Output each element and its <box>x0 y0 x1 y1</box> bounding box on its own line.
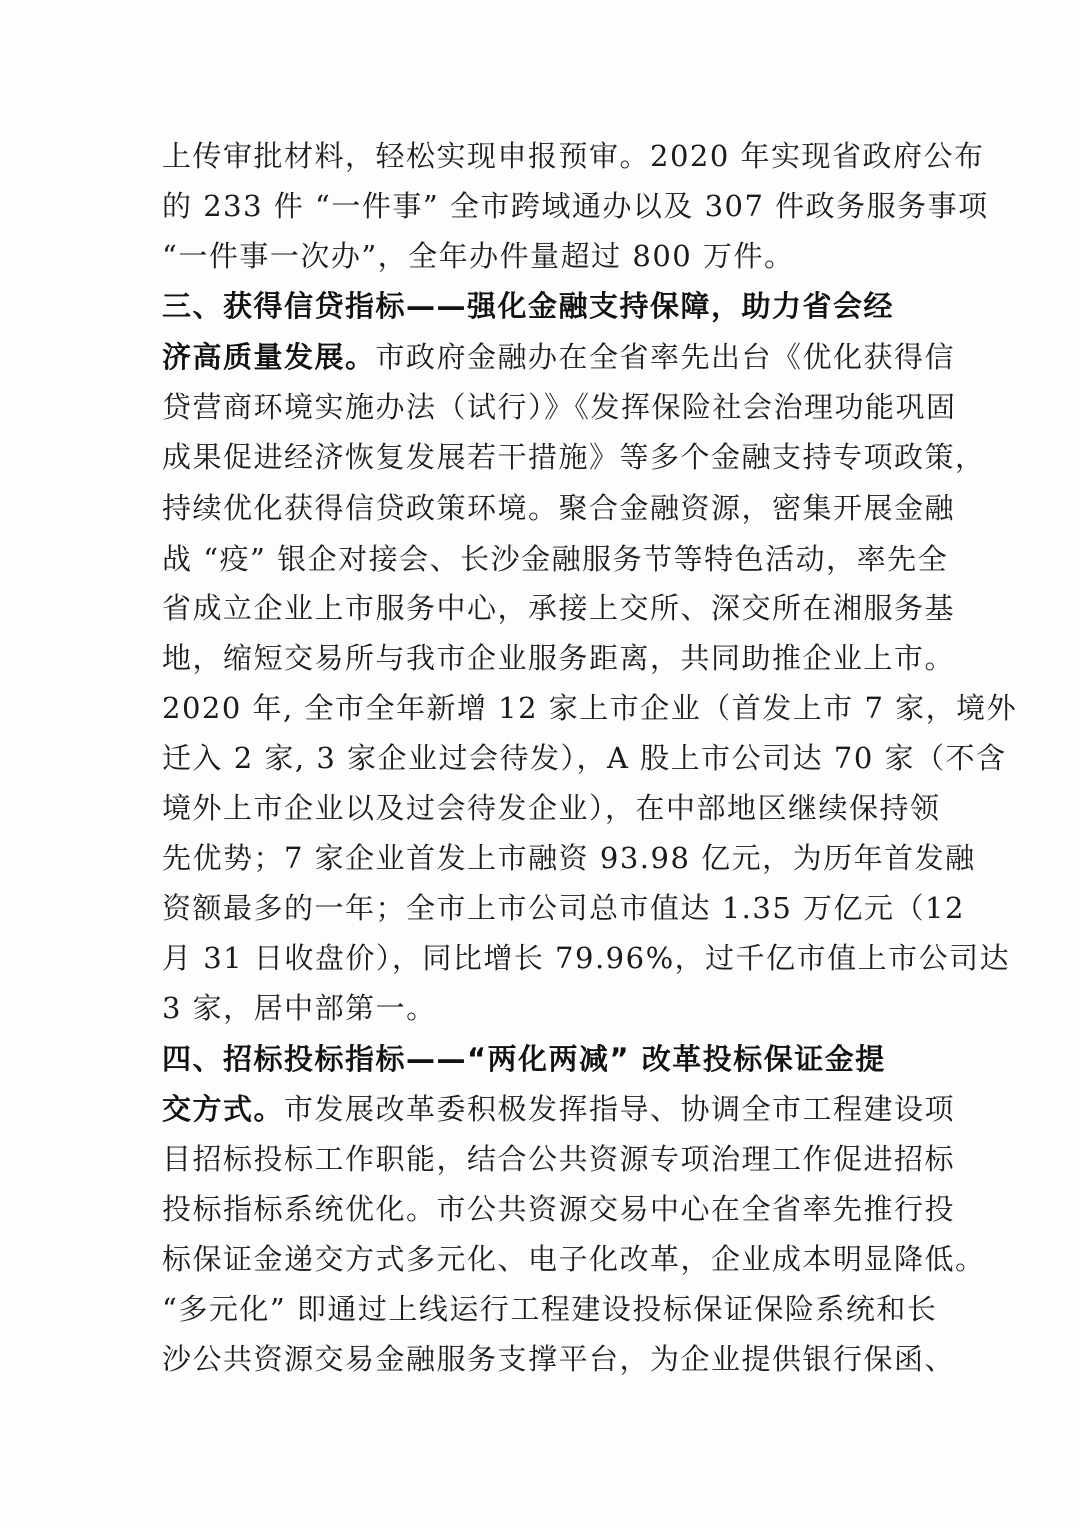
text-line <box>162 1091 955 1127</box>
text-line <box>162 1191 955 1227</box>
text-line <box>162 138 985 174</box>
text-line <box>162 890 965 926</box>
text-line <box>162 439 986 475</box>
text-line <box>162 389 957 425</box>
text-line <box>162 590 955 626</box>
body-text: 3 家，居中部第一。 <box>162 991 437 1025</box>
text-line <box>162 188 989 224</box>
body-text: 先优势；7 家企业首发上市融资 93.98 亿元，为历年首发融 <box>162 841 976 875</box>
text-line <box>162 339 955 375</box>
text-line <box>162 990 437 1026</box>
body-text: 贷营商环境实施办法（试行）》《发挥保险社会治理功能巩固 <box>162 390 957 424</box>
text-line <box>162 288 894 324</box>
body-text: 省成立企业上市服务中心，承接上交所、深交所在湘服务基 <box>162 591 956 625</box>
body-text: 资额最多的一年；全市上市公司总市值达 1.35 万亿元（12 <box>162 891 965 925</box>
body-text: “多元化” 即通过上线运行工程建设投标保证保险系统和长 <box>162 1292 938 1326</box>
body-text: 2020 年, 全市全年新增 12 家上市企业（首发上市 7 家，境外 <box>162 691 1018 725</box>
bold-heading-text: 交方式。 <box>162 1092 285 1126</box>
text-line <box>162 1141 955 1177</box>
body-text: 市发展改革委积极发挥指导、协调全市工程建设项 <box>284 1092 956 1126</box>
body-text: 上传审批材料，轻松实现申报预审。2020 年实现省政府公布 <box>162 139 985 173</box>
body-text: 月 31 日收盘价），同比增长 79.96%，过千亿市值上市公司达 <box>162 941 1011 975</box>
body-text: 市政府金融办在全省率先出台《优化获得信 <box>375 340 956 374</box>
text-line <box>162 1041 886 1077</box>
text-line <box>162 541 948 577</box>
body-text: 目招标投标工作职能，结合公共资源专项治理工作促进招标 <box>162 1142 956 1176</box>
body-text: 地，缩短交易所与我市企业服务距离，共同助推企业上市。 <box>162 641 956 675</box>
body-text: 成果促进经济恢复发展若干措施》等多个金融支持专项政策， <box>162 440 986 474</box>
body-text: 标保证金递交方式多元化、电子化改革，企业成本明显降低。 <box>162 1242 986 1276</box>
text-line <box>162 490 955 526</box>
text-line <box>162 740 1007 776</box>
text-line <box>162 238 794 274</box>
body-text: 迁入 2 家, 3 家企业过会待发），A 股上市公司达 70 家（不含 <box>162 741 1007 775</box>
bold-heading-text: 三、获得信贷指标——强化金融支持保障，助力省会经 <box>162 289 895 323</box>
body-text: 持续优化获得信贷政策环境。聚合金融资源，密集开展金融 <box>162 491 956 525</box>
text-line <box>162 1291 937 1327</box>
bold-heading-text: 四、招标投标指标——“两化两减” 改革投标保证金提 <box>162 1042 886 1076</box>
body-text: 的 233 件 “一件事” 全市跨域通办以及 307 件政务服务事项 <box>162 189 989 223</box>
body-text: 沙公共资源交易金融服务支撑平台，为企业提供银行保函、 <box>162 1342 956 1376</box>
text-line <box>162 840 976 876</box>
body-text: 境外上市企业以及过会待发企业），在中部地区继续保持领 <box>162 791 941 825</box>
body-text: 投标指标系统优化。市公共资源交易中心在全省率先推行投 <box>162 1192 956 1226</box>
text-line <box>162 1341 955 1377</box>
body-text: “一件事一次办”，全年办件量超过 800 万件。 <box>162 239 795 273</box>
text-line <box>162 1241 986 1277</box>
text-line <box>162 640 955 676</box>
text-line <box>162 940 1010 976</box>
body-text: 战 “疫” 银企对接会、长沙金融服务节等特色活动，率先全 <box>162 542 949 576</box>
text-line <box>162 790 941 826</box>
bold-heading-text: 济高质量发展。 <box>162 340 376 374</box>
text-line <box>162 690 1017 726</box>
